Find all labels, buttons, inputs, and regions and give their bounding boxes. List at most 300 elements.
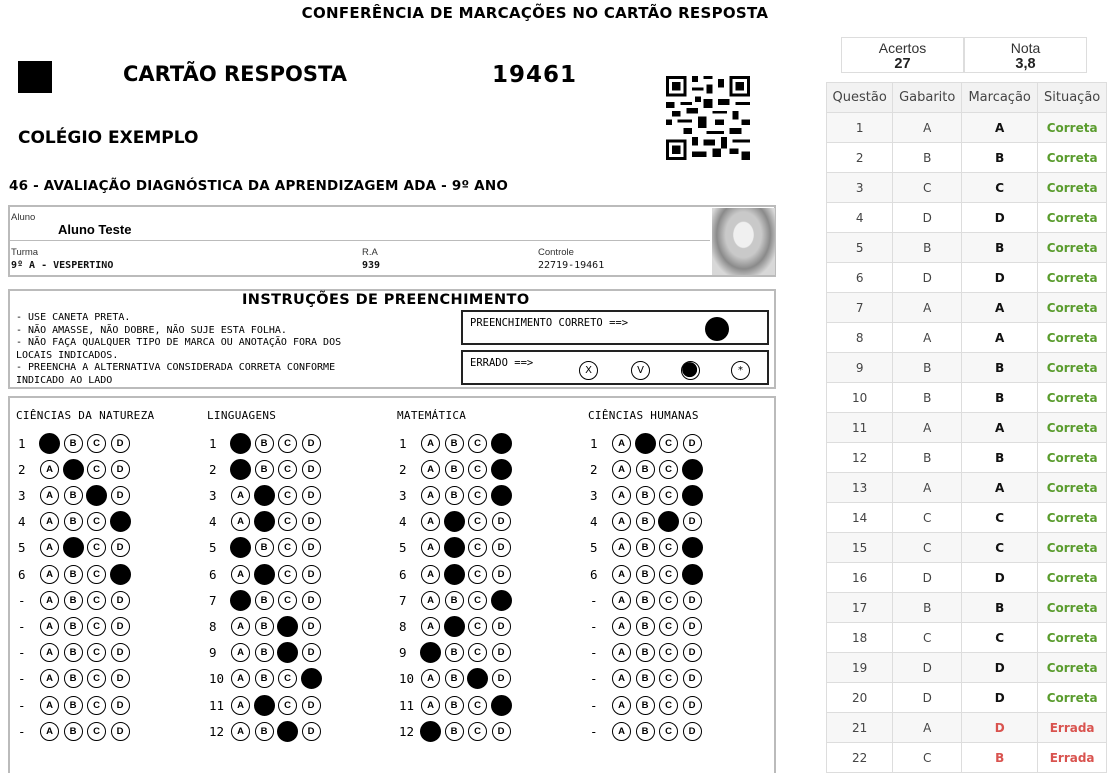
- answer-row: [399, 694, 515, 716]
- table-row: [827, 503, 1107, 533]
- question-cell: 4: [827, 203, 893, 233]
- answer-bubble: A: [231, 486, 250, 505]
- answer-bubble: D: [301, 668, 322, 689]
- answer-key-cell: B: [893, 353, 962, 383]
- answer-bubble: C: [87, 643, 106, 662]
- answer-bubble: C: [87, 538, 106, 557]
- table-row: [827, 293, 1107, 323]
- answer-bubble: B: [255, 669, 274, 688]
- instruction-line: INDICADO AO LADO: [16, 374, 113, 386]
- marked-answer-cell: B: [962, 383, 1038, 413]
- answer-bubble: C: [468, 696, 487, 715]
- answer-bubble: B: [255, 643, 274, 662]
- answer-bubble: C: [468, 643, 487, 662]
- question-number: 5: [590, 540, 598, 556]
- answer-bubble: B: [445, 486, 464, 505]
- answer-row: [399, 458, 515, 480]
- question-cell: 14: [827, 503, 893, 533]
- table-row: [827, 473, 1107, 503]
- answer-bubble: D: [302, 643, 321, 662]
- answer-row: [590, 694, 706, 716]
- answer-bubble: D: [682, 537, 703, 558]
- status-cell: Correta: [1038, 173, 1107, 203]
- answer-key-cell: C: [893, 503, 962, 533]
- status-cell: Correta: [1038, 233, 1107, 263]
- answer-bubble: D: [492, 565, 511, 584]
- question-number: -: [590, 592, 598, 608]
- table-row: [827, 233, 1107, 263]
- question-cell: 1: [827, 113, 893, 143]
- answer-key-cell: A: [893, 323, 962, 353]
- status-cell: Correta: [1038, 203, 1107, 233]
- school-name: COLÉGIO EXEMPLO: [18, 128, 199, 148]
- answer-bubble: A: [40, 565, 59, 584]
- question-number: -: [18, 592, 26, 608]
- status-cell: Correta: [1038, 413, 1107, 443]
- answer-bubble: D: [683, 512, 702, 531]
- answer-key-cell: A: [893, 413, 962, 443]
- status-cell: Correta: [1038, 113, 1107, 143]
- answer-row: [590, 589, 706, 611]
- table-row: [827, 113, 1107, 143]
- answer-bubble: B: [64, 696, 83, 715]
- question-number: 2: [590, 461, 598, 477]
- answer-key-cell: D: [893, 563, 962, 593]
- wrong-fill-example: [461, 350, 769, 385]
- answer-bubble: C: [87, 591, 106, 610]
- marked-answer-cell: D: [962, 263, 1038, 293]
- ra-label: R.A: [362, 247, 378, 258]
- answer-bubble: A: [612, 538, 631, 557]
- answer-bubble: C: [277, 616, 298, 637]
- instructions-box: [8, 289, 776, 389]
- answer-bubble: B: [445, 643, 464, 662]
- answer-bubble: B: [445, 696, 464, 715]
- question-number: 10: [399, 671, 415, 687]
- answer-key-cell: C: [893, 623, 962, 653]
- question-cell: 9: [827, 353, 893, 383]
- answer-key-cell: D: [893, 203, 962, 233]
- instruction-line: - NÃO FAÇA QUALQUER TIPO DE MARCA OU ANOTAÇÃO FORA DOS: [16, 337, 342, 348]
- question-cell: 16: [827, 563, 893, 593]
- question-cell: 2: [827, 143, 893, 173]
- answer-bubble: D: [110, 564, 131, 585]
- question-cell: 5: [827, 233, 893, 263]
- table-row: [827, 563, 1107, 593]
- answer-bubble: C: [87, 434, 106, 453]
- answer-bubble: B: [254, 695, 275, 716]
- marked-answer-cell: B: [962, 143, 1038, 173]
- answer-grid: [8, 396, 776, 773]
- answer-row: [590, 484, 706, 506]
- answer-row: [209, 484, 325, 506]
- answer-bubble: A: [420, 642, 441, 663]
- table-row: [827, 683, 1107, 713]
- question-cell: 20: [827, 683, 893, 713]
- subject-header: CIÊNCIAS HUMANAS: [588, 409, 699, 422]
- answer-bubble: B: [254, 511, 275, 532]
- status-cell: Correta: [1038, 293, 1107, 323]
- answer-bubble: D: [111, 722, 130, 741]
- answer-key-cell: B: [893, 443, 962, 473]
- answer-bubble: A: [231, 643, 250, 662]
- answer-bubble: A: [231, 722, 250, 741]
- answer-bubble: A: [230, 433, 251, 454]
- answer-bubble: D: [683, 696, 702, 715]
- answer-key-cell: C: [893, 743, 962, 773]
- hits-summary: [841, 37, 964, 73]
- question-number: 10: [209, 671, 225, 687]
- answer-bubble: B: [445, 591, 464, 610]
- question-number: 1: [18, 435, 26, 451]
- answer-bubble: A: [421, 460, 440, 479]
- answer-bubble: D: [492, 538, 511, 557]
- answer-bubble: A: [612, 460, 631, 479]
- answer-row: [399, 642, 515, 664]
- question-cell: 13: [827, 473, 893, 503]
- answer-bubble: A: [40, 512, 59, 531]
- marked-answer-cell: D: [962, 713, 1038, 743]
- answer-bubble: D: [302, 512, 321, 531]
- answer-bubble: D: [491, 459, 512, 480]
- answer-row: [18, 537, 134, 559]
- answer-bubble: D: [492, 512, 511, 531]
- page-title: CONFERÊNCIA DE MARCAÇÕES NO CARTÃO RESPOSTA: [301, 4, 769, 22]
- answer-bubble: C: [659, 669, 678, 688]
- status-cell: Errada: [1038, 713, 1107, 743]
- marked-answer-cell: A: [962, 113, 1038, 143]
- subject-header: MATEMÁTICA: [397, 409, 467, 422]
- class-label: Turma: [11, 247, 39, 258]
- status-cell: Correta: [1038, 473, 1107, 503]
- answer-key-cell: A: [893, 713, 962, 743]
- answer-bubble: A: [231, 512, 250, 531]
- question-number: 3: [18, 487, 26, 503]
- answer-bubble: B: [255, 460, 274, 479]
- answer-bubble: D: [110, 511, 131, 532]
- answer-key-cell: A: [893, 293, 962, 323]
- question-number: 9: [399, 645, 407, 661]
- grade-value: 3,8: [1015, 56, 1036, 72]
- answer-bubble: B: [64, 669, 83, 688]
- answer-bubble: C: [87, 696, 106, 715]
- answer-bubble: D: [492, 643, 511, 662]
- answer-row: [590, 563, 706, 585]
- answer-bubble: B: [444, 511, 465, 532]
- question-cell: 6: [827, 263, 893, 293]
- answer-bubble: D: [683, 669, 702, 688]
- question-cell: 12: [827, 443, 893, 473]
- question-number: 1: [590, 435, 598, 451]
- answer-bubble: A: [231, 617, 250, 636]
- question-cell: 22: [827, 743, 893, 773]
- answer-bubble: A: [40, 669, 59, 688]
- column-header: Situação: [1038, 83, 1107, 113]
- answer-row: [590, 668, 706, 690]
- question-number: 8: [399, 618, 407, 634]
- answer-key-cell: D: [893, 263, 962, 293]
- answer-bubble: C: [468, 486, 487, 505]
- answer-bubble: C: [468, 512, 487, 531]
- answer-bubble: D: [491, 695, 512, 716]
- question-number: 7: [209, 592, 217, 608]
- question-number: -: [590, 671, 598, 687]
- answer-row: [18, 589, 134, 611]
- subject-header: CIÊNCIAS DA NATUREZA: [16, 409, 155, 422]
- answer-bubble: B: [64, 512, 83, 531]
- marked-answer-cell: A: [962, 323, 1038, 353]
- check-mark-bubble-icon: V: [631, 361, 650, 380]
- question-cell: 21: [827, 713, 893, 743]
- answer-bubble: A: [39, 433, 60, 454]
- student-photo: [712, 208, 775, 275]
- correct-fill-example: [461, 310, 769, 345]
- answer-bubble: C: [87, 512, 106, 531]
- answer-row: [209, 511, 325, 533]
- question-number: 12: [399, 723, 415, 739]
- answer-bubble: A: [612, 696, 631, 715]
- answer-bubble: A: [230, 590, 251, 611]
- answer-bubble: D: [492, 617, 511, 636]
- instruction-line: LOCAIS INDICADOS.: [16, 349, 119, 361]
- answer-bubble: D: [111, 591, 130, 610]
- marked-answer-cell: B: [962, 353, 1038, 383]
- answer-bubble: A: [421, 669, 440, 688]
- answer-bubble: C: [278, 538, 297, 557]
- answer-key-cell: D: [893, 653, 962, 683]
- answer-bubble: A: [40, 643, 59, 662]
- answer-bubble: D: [492, 669, 511, 688]
- answer-bubble: A: [40, 460, 59, 479]
- question-number: -: [18, 723, 26, 739]
- question-number: -: [18, 697, 26, 713]
- answer-bubble: B: [635, 433, 656, 454]
- column-header: Questão: [827, 83, 893, 113]
- answer-row: [399, 537, 515, 559]
- answer-bubble: C: [87, 722, 106, 741]
- class-value: 9º A - VESPERTINO: [11, 260, 114, 271]
- status-cell: Correta: [1038, 593, 1107, 623]
- student-label: Aluno: [11, 212, 36, 223]
- question-number: 3: [209, 487, 217, 503]
- results-header-row: [827, 83, 1107, 113]
- answer-row: [590, 537, 706, 559]
- answer-bubble: B: [445, 434, 464, 453]
- marked-answer-cell: A: [962, 413, 1038, 443]
- answer-bubble: B: [255, 434, 274, 453]
- answer-bubble: A: [421, 538, 440, 557]
- answer-bubble: B: [636, 512, 655, 531]
- answer-bubble: A: [40, 722, 59, 741]
- answer-bubble: D: [111, 669, 130, 688]
- question-number: 4: [18, 514, 26, 530]
- answer-bubble: A: [421, 565, 440, 584]
- instruction-line: - USE CANETA PRETA.: [16, 312, 131, 323]
- answer-bubble: C: [278, 486, 297, 505]
- answer-row: [399, 615, 515, 637]
- answer-row: [590, 642, 706, 664]
- answer-bubble: C: [87, 617, 106, 636]
- answer-bubble: B: [445, 460, 464, 479]
- answer-row: [18, 694, 134, 716]
- answer-key-cell: B: [893, 593, 962, 623]
- question-number: -: [590, 645, 598, 661]
- marked-answer-cell: A: [962, 293, 1038, 323]
- answer-bubble: B: [64, 643, 83, 662]
- answer-row: [399, 484, 515, 506]
- marked-answer-cell: D: [962, 683, 1038, 713]
- answer-bubble: C: [468, 722, 487, 741]
- question-number: 3: [590, 487, 598, 503]
- answer-bubble: A: [421, 486, 440, 505]
- status-cell: Correta: [1038, 323, 1107, 353]
- answer-bubble: C: [87, 669, 106, 688]
- answer-bubble: B: [636, 460, 655, 479]
- question-number: 1: [209, 435, 217, 451]
- control-value: 22719-19461: [538, 260, 605, 271]
- answer-bubble: B: [636, 669, 655, 688]
- table-row: [827, 743, 1107, 773]
- question-number: -: [18, 645, 26, 661]
- answer-row: [590, 720, 706, 742]
- answer-bubble: C: [659, 434, 678, 453]
- status-cell: Correta: [1038, 563, 1107, 593]
- answer-bubble: B: [254, 485, 275, 506]
- answer-bubble: C: [659, 486, 678, 505]
- question-cell: 11: [827, 413, 893, 443]
- question-number: 4: [399, 514, 407, 530]
- answer-bubble: A: [421, 512, 440, 531]
- question-number: 2: [209, 461, 217, 477]
- answer-bubble: D: [491, 590, 512, 611]
- answer-key-cell: A: [893, 113, 962, 143]
- answer-row: [590, 615, 706, 637]
- answer-row: [209, 694, 325, 716]
- answer-row: [18, 511, 134, 533]
- answer-bubble: A: [420, 721, 441, 742]
- answer-bubble: B: [254, 564, 275, 585]
- question-cell: 15: [827, 533, 893, 563]
- answer-bubble: D: [111, 617, 130, 636]
- answer-row: [399, 720, 515, 742]
- answer-sheet-image: [0, 32, 800, 773]
- results-table: [826, 82, 1107, 773]
- answer-bubble: C: [277, 642, 298, 663]
- answer-row: [18, 615, 134, 637]
- instruction-line: - NÃO AMASSE, NÃO DOBRE, NÃO SUJE ESTA FOLHA.: [16, 324, 287, 336]
- answer-bubble: D: [491, 485, 512, 506]
- status-cell: Correta: [1038, 143, 1107, 173]
- answer-bubble: A: [421, 617, 440, 636]
- answer-row: [209, 642, 325, 664]
- status-cell: Correta: [1038, 503, 1107, 533]
- answer-bubble: B: [63, 459, 84, 480]
- question-number: 2: [18, 461, 26, 477]
- answer-row: [590, 458, 706, 480]
- answer-bubble: C: [278, 460, 297, 479]
- answer-row: [209, 563, 325, 585]
- answer-bubble: C: [659, 591, 678, 610]
- answer-bubble: A: [40, 538, 59, 557]
- marked-answer-cell: D: [962, 563, 1038, 593]
- table-row: [827, 533, 1107, 563]
- answer-bubble: B: [255, 538, 274, 557]
- answer-bubble: D: [111, 538, 130, 557]
- answer-bubble: D: [302, 722, 321, 741]
- answer-bubble: C: [659, 565, 678, 584]
- table-row: [827, 653, 1107, 683]
- dot-mark-bubble-icon: *: [731, 361, 750, 380]
- question-cell: 19: [827, 653, 893, 683]
- answer-bubble: A: [421, 591, 440, 610]
- marked-answer-cell: B: [962, 593, 1038, 623]
- answer-bubble: B: [636, 591, 655, 610]
- answer-bubble: A: [231, 696, 250, 715]
- answer-bubble: A: [612, 617, 631, 636]
- answer-bubble: A: [612, 643, 631, 662]
- status-cell: Correta: [1038, 353, 1107, 383]
- question-cell: 17: [827, 593, 893, 623]
- answer-bubble: A: [230, 459, 251, 480]
- question-number: 7: [399, 592, 407, 608]
- question-number: 6: [209, 566, 217, 582]
- answer-bubble: D: [683, 617, 702, 636]
- student-info-box: [8, 205, 776, 277]
- question-number: 12: [209, 723, 225, 739]
- answer-key-cell: D: [893, 683, 962, 713]
- marked-answer-cell: B: [962, 743, 1038, 773]
- answer-bubble: D: [683, 722, 702, 741]
- question-cell: 7: [827, 293, 893, 323]
- question-cell: 8: [827, 323, 893, 353]
- question-number: 6: [590, 566, 598, 582]
- answer-bubble: C: [468, 460, 487, 479]
- answer-bubble: B: [64, 434, 83, 453]
- answer-bubble: C: [658, 511, 679, 532]
- answer-bubble: C: [277, 721, 298, 742]
- answer-bubble: D: [682, 485, 703, 506]
- answer-bubble: B: [636, 486, 655, 505]
- status-cell: Correta: [1038, 623, 1107, 653]
- answer-bubble: D: [491, 433, 512, 454]
- answer-bubble: C: [468, 434, 487, 453]
- answer-row: [209, 432, 325, 454]
- answer-bubble: A: [612, 669, 631, 688]
- answer-row: [399, 589, 515, 611]
- answer-row: [209, 589, 325, 611]
- status-cell: Correta: [1038, 383, 1107, 413]
- status-cell: Correta: [1038, 683, 1107, 713]
- question-number: 8: [209, 618, 217, 634]
- status-cell: Errada: [1038, 743, 1107, 773]
- hits-label: Acertos: [878, 40, 927, 56]
- question-cell: 3: [827, 173, 893, 203]
- grade-label: Nota: [1010, 40, 1041, 56]
- question-number: 11: [209, 697, 225, 713]
- question-number: 4: [590, 514, 598, 530]
- correct-fill-label: PREENCHIMENTO CORRETO ==>: [470, 317, 629, 329]
- answer-key-cell: C: [893, 533, 962, 563]
- answer-bubble: B: [636, 696, 655, 715]
- answer-bubble: B: [64, 486, 83, 505]
- answer-bubble: C: [278, 565, 297, 584]
- answer-bubble: A: [40, 486, 59, 505]
- answer-key-cell: C: [893, 173, 962, 203]
- answer-row: [18, 642, 134, 664]
- answer-row: [18, 563, 134, 585]
- marked-answer-cell: C: [962, 503, 1038, 533]
- answer-row: [209, 720, 325, 742]
